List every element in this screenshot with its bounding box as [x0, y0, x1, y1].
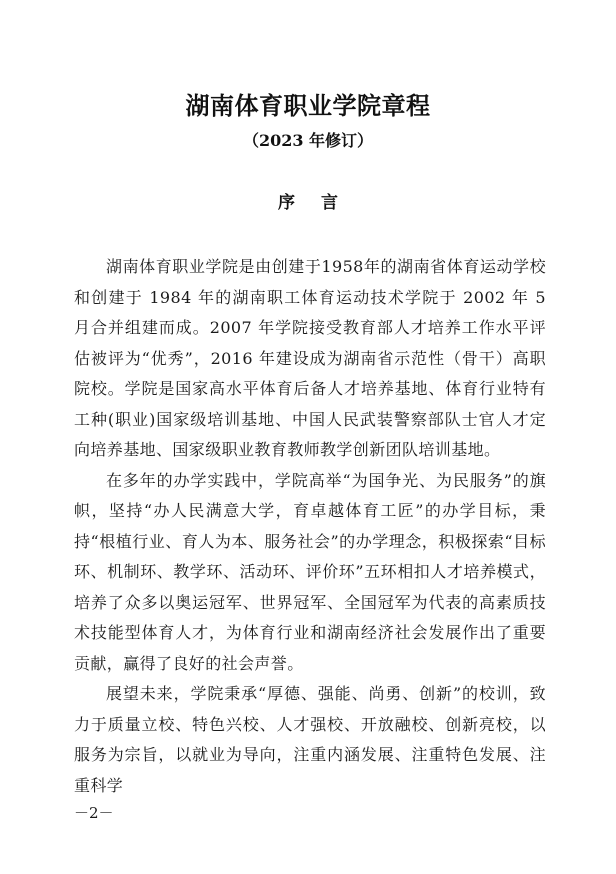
body-text: [74, 252, 546, 801]
section-heading-preface: 序言: [278, 193, 364, 213]
paragraph-3: 展望未来，学院秉承“厚德、强能、尚勇、创新”的校训，致力于质量立校、特色兴校、人才强校、开放融校、创新亮校，以服务为宗旨，以就业为导向，注重内涵发展、注重特色发展、注重科学: [74, 684, 546, 795]
document-subtitle: （2023 年修订）: [242, 131, 374, 150]
page-number: －2－: [74, 804, 114, 822]
document-title: 湖南体育职业学院章程: [185, 91, 431, 120]
paragraph-1: 湖南体育职业学院是由创建于1958年的湖南省体育运动学校和创建于 1984 年的湖南职工体育运动技术学院于 2002 年 5 月合并组建而成。2007 年学院接受教育部人才培养工作水平评估被评为“优秀”，2016 年建设成为湖南省示范性（骨干）高职院校。学院是国家高水平体育后备人才培养基地、体育行业特有工种(职业)国家级培训基地、中国人民武装警察部队士官人才定向培养基地、国家级职业教育教师教学创新团队培训基地。: [74, 257, 546, 459]
paragraph-2: 在多年的办学实践中，学院高举“为国争光、为民服务”的旗帜，坚持“办人民满意大学，育卓越体育工匠”的办学目标，秉持“根植行业、育人为本、服务社会”的办学理念，积极探索“目标环、机制环、教学环、活动环、评价环”五环相扣人才培养模式，培养了众多以奥运冠军、世界冠军、全国冠军为代表的高素质技术技能型体育人才，为体育行业和湖南经济社会发展作出了重要贡献，赢得了良好的社会声誉。: [74, 470, 546, 673]
